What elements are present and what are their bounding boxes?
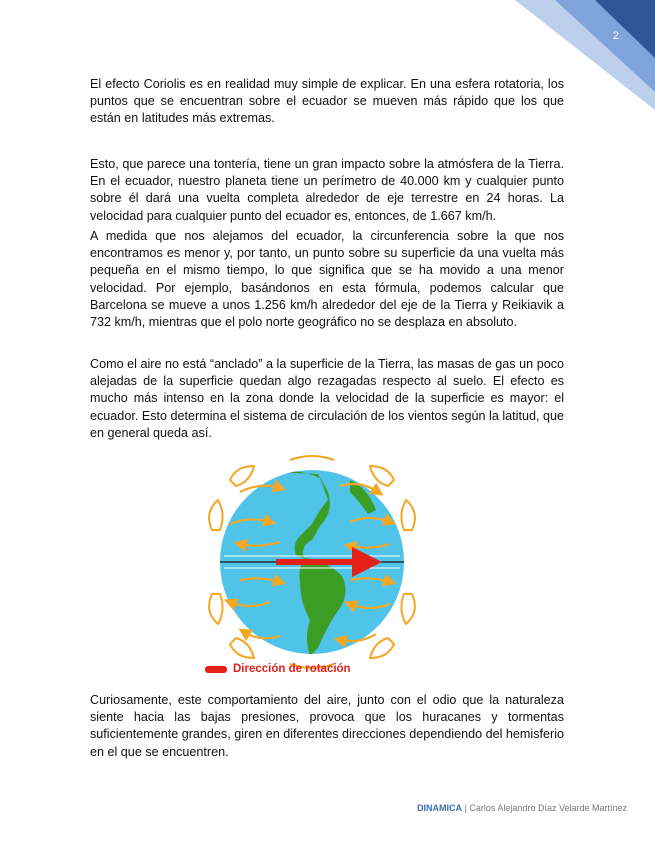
footer-brand: DINAMICA bbox=[417, 803, 463, 813]
paragraph-equator-speed: Esto, que parece una tontería, tiene un gran impacto sobre la atmósfera de la Tierra. En el ecuador, nuestro planeta tiene un perímetro de 40.000 km y cualquier punto sobre él dará una vuelta completa alrededor de eje terrestre en 24 horas. La velocidad para cualquier punto del ecuador es, entonces, de 1.667 km/h. bbox=[90, 157, 564, 223]
page-footer bbox=[417, 803, 627, 813]
paragraph-hurricanes: Curiosamente, este comportamiento del aire, junto con el odio que la naturaleza siente hacia las bajas presiones, provoca que los huracanes y tormentas suficientemente grandes, giren en diferentes direcciones dependiendo del hemisferio en el que se encuentren. bbox=[90, 693, 564, 759]
page-number: 2 bbox=[612, 30, 619, 42]
rotation-arrow-icon bbox=[205, 666, 227, 673]
paragraph-intro: El efecto Coriolis es en realidad muy simple de explicar. En una esfera rotatoria, los puntos que se encuentran sobre el ecuador se mueven más rápido que los que están en latitudes más extremas. bbox=[90, 77, 564, 126]
paragraph-latitude-speed: A medida que nos alejamos del ecuador, la circunferencia sobre la que nos encontramos es menor y, por tanto, un punto sobre su superficie da una vuelta más pequeña en el mismo tiempo, lo que significa que se ha movido a una menor velocidad. Por ejemplo, basándonos en esta fórmula, podemos calcular que Barcelona se mueve a unos 1.256 km/h alrededor del eje de la Tierra y Reikiavik a 732 km/h, mientras que el polo norte geográfico no se desplaza en absoluto. bbox=[90, 229, 564, 330]
footer-author: Carlos Alejandro Díaz Velarde Martínez bbox=[469, 803, 627, 813]
paragraph-air-masses: Como el aire no está “anclado” a la superficie de la Tierra, las masas de gas un poco alejadas de la superficie quedan algo rezagadas respecto al suelo. El efecto es mucho más intenso en la zona donde la velocidad de la superficie es mayor: el ecuador. Esto determina el sistema de circulación de los vientos según la latitud, que en general queda así. bbox=[90, 357, 564, 440]
legend-label: Dirección de rotación bbox=[233, 663, 351, 675]
figure-legend bbox=[205, 663, 351, 675]
footer-separator: | bbox=[464, 803, 467, 813]
coriolis-earth-diagram bbox=[200, 452, 424, 682]
